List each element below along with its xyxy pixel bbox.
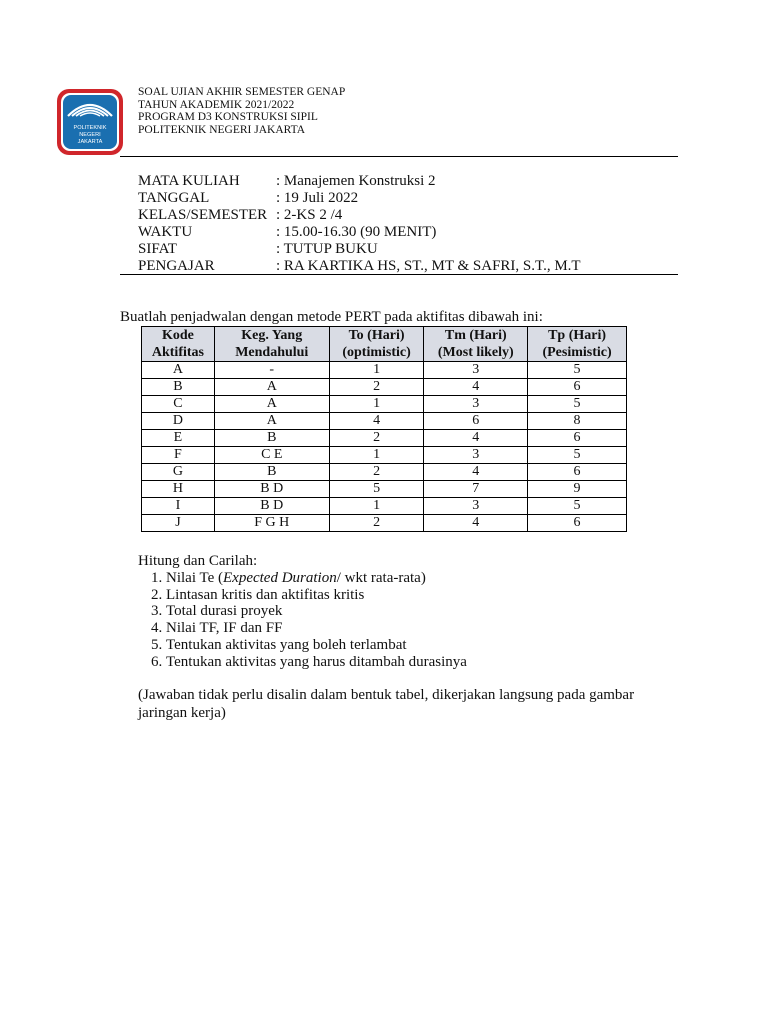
- table-cell: F: [142, 447, 215, 464]
- meta-value: : RA KARTIKA HS, ST., MT & SAFRI, S.T., M.T: [276, 258, 581, 274]
- table-cell: B: [214, 464, 329, 481]
- meta-label: SIFAT: [138, 241, 177, 257]
- meta-row: [138, 207, 581, 224]
- table-cell: F G H: [214, 515, 329, 532]
- question-item: 1. Nilai Te (Expected Duration/ wkt rata-rata): [166, 570, 467, 587]
- table-cell: 6: [528, 464, 627, 481]
- header-most-likely: Tm (Hari) (Most likely): [424, 327, 528, 362]
- table-row: [142, 464, 627, 481]
- politeknik-logo: [54, 86, 126, 158]
- answer-note: (Jawaban tidak perlu disalin dalam bentuk tabel, dikerjakan langsung pada gambar jaringan kerja): [138, 687, 635, 721]
- meta-row: [138, 173, 581, 190]
- table-cell: 2: [329, 515, 424, 532]
- table-cell: 4: [424, 379, 528, 396]
- meta-divider: [120, 274, 678, 275]
- question-italic: Expected Duration: [223, 569, 337, 586]
- table-cell: C E: [214, 447, 329, 464]
- meta-value: : TUTUP BUKU: [276, 241, 378, 257]
- table-cell: 5: [528, 498, 627, 515]
- table-cell: B: [142, 379, 215, 396]
- table-row: [142, 396, 627, 413]
- table-cell: B: [214, 430, 329, 447]
- table-cell: 9: [528, 481, 627, 498]
- meta-value: : 19 Juli 2022: [276, 190, 359, 206]
- table-cell: 5: [528, 362, 627, 379]
- header-line: SOAL UJIAN AKHIR SEMESTER GENAP: [138, 86, 346, 98]
- question-item: 5. Tentukan aktivitas yang boleh terlambat: [166, 637, 467, 654]
- table-cell: 4: [424, 515, 528, 532]
- question-item: 2. Lintasan kritis dan aktifitas kritis: [166, 587, 467, 604]
- meta-label: MATA KULIAH: [138, 173, 240, 189]
- table-cell: 1: [329, 447, 424, 464]
- header-optimistic: To (Hari) (optimistic): [329, 327, 424, 362]
- table-cell: B D: [214, 498, 329, 515]
- header-line: TAHUN AKADEMIK 2021/2022: [138, 98, 295, 111]
- header-predecessor: Keg. Yang Mendahului: [214, 327, 329, 362]
- exam-meta: [138, 173, 581, 275]
- instruction-text: Buatlah penjadwalan dengan metode PERT pada aktifitas dibawah ini:: [120, 309, 543, 325]
- table-cell: 4: [424, 464, 528, 481]
- table-row: [142, 481, 627, 498]
- table-cell: 1: [329, 396, 424, 413]
- header-pessimistic: Tp (Hari) (Pesimistic): [528, 327, 627, 362]
- meta-value: : 2-KS 2 /4: [276, 207, 343, 223]
- table-row: [142, 515, 627, 532]
- table-cell: 2: [329, 430, 424, 447]
- table-row: [142, 430, 627, 447]
- meta-label: PENGAJAR: [138, 258, 215, 274]
- table-cell: 6: [528, 430, 627, 447]
- table-cell: C: [142, 396, 215, 413]
- header-line: POLITEKNIK NEGERI JAKARTA: [138, 123, 306, 136]
- table-cell: 6: [424, 413, 528, 430]
- table-cell: 4: [424, 430, 528, 447]
- table-cell: 6: [528, 379, 627, 396]
- table-cell: 5: [528, 396, 627, 413]
- question-item: 3. Total durasi proyek: [166, 603, 467, 620]
- header-line: PROGRAM D3 KONSTRUKSI SIPIL: [138, 111, 318, 123]
- table-cell: 3: [424, 447, 528, 464]
- table-cell: 8: [528, 413, 627, 430]
- table-cell: A: [214, 379, 329, 396]
- table-cell: B D: [214, 481, 329, 498]
- meta-value: : 15.00-16.30 (90 MENIT): [276, 224, 437, 240]
- table-row: [142, 413, 627, 430]
- table-cell: E: [142, 430, 215, 447]
- meta-value: : Manajemen Konstruksi 2: [276, 173, 436, 189]
- table-cell: 5: [528, 447, 627, 464]
- questions-list: [138, 570, 467, 671]
- meta-row: [138, 241, 581, 258]
- question-item: 4. Nilai TF, IF dan FF: [166, 620, 467, 637]
- table-row: [142, 362, 627, 379]
- header-divider: [120, 156, 678, 157]
- table-row: [142, 498, 627, 515]
- table-cell: 7: [424, 481, 528, 498]
- exam-header: [138, 86, 345, 136]
- table-cell: A: [214, 396, 329, 413]
- header-kode: Kode Aktifitas: [142, 327, 215, 362]
- logo-text-line: JAKARTA: [77, 139, 103, 145]
- meta-row: [138, 224, 581, 241]
- table-cell: 3: [424, 362, 528, 379]
- table-row: [142, 447, 627, 464]
- table-cell: 2: [329, 379, 424, 396]
- pert-table: [141, 326, 627, 532]
- meta-row: [138, 258, 581, 275]
- questions-title: Hitung dan Carilah:: [138, 553, 258, 569]
- table-cell: 1: [329, 362, 424, 379]
- table-cell: 1: [329, 498, 424, 515]
- table-cell: A: [214, 413, 329, 430]
- table-cell: 6: [528, 515, 627, 532]
- table-cell: J: [142, 515, 215, 532]
- table-cell: 2: [329, 464, 424, 481]
- meta-label: WAKTU: [138, 224, 193, 240]
- table-cell: 4: [329, 413, 424, 430]
- table-cell: 3: [424, 396, 528, 413]
- table-cell: H: [142, 481, 215, 498]
- meta-row: [138, 190, 581, 207]
- table-cell: 5: [329, 481, 424, 498]
- table-cell: -: [214, 362, 329, 379]
- table-cell: G: [142, 464, 215, 481]
- logo-text-line: POLITEKNIK: [73, 125, 107, 131]
- question-item: 6. Tentukan aktivitas yang harus ditambah durasinya: [166, 654, 467, 671]
- table-cell: A: [142, 362, 215, 379]
- meta-label: TANGGAL: [138, 190, 210, 206]
- table-row: [142, 379, 627, 396]
- questions-section: [138, 553, 467, 671]
- table-cell: D: [142, 413, 215, 430]
- table-cell: 3: [424, 498, 528, 515]
- meta-label: KELAS/SEMESTER: [138, 207, 268, 223]
- table-cell: I: [142, 498, 215, 515]
- logo-text-line: NEGERI: [79, 132, 101, 138]
- table-header-row: [142, 327, 627, 362]
